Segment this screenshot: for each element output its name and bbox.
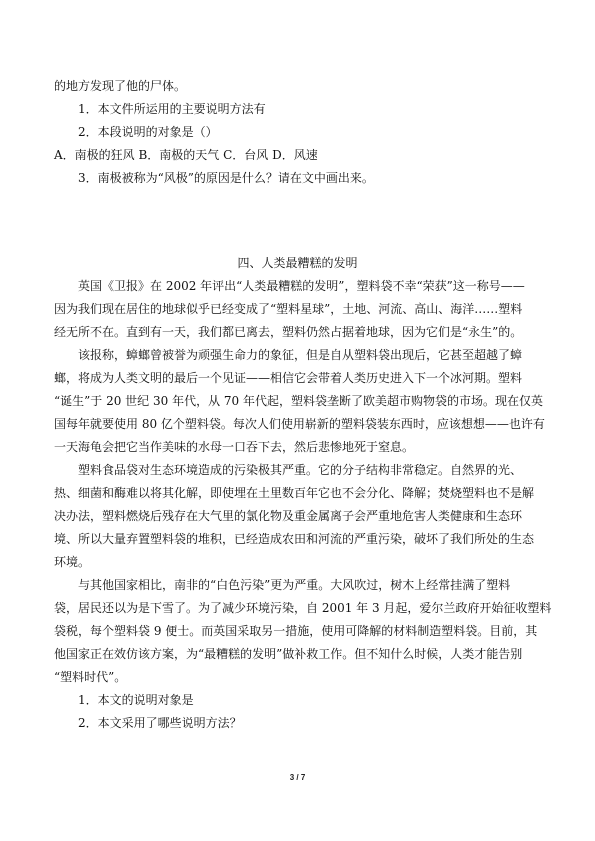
text-line: 境、所以大量弃置塑料袋的堆积，已经造成农田和河流的严重污染，破坏了我们所处的生态 [54,532,535,546]
page-number: 3 / 7 [289,773,306,782]
text-line: 螂，将成为人类文明的最后一个见证——相信它会带着人类历史进入下一个冰河期。塑料 [54,371,523,385]
question-2-options: A．南极的狂风 B．南极的天气 C．台风 D．风速 [54,148,318,162]
text-line: “诞生”于 20 世纪 30 年代，从 70 年代起，塑料袋垄断了欧美超市购物袋的市场。现在仅英 [54,394,543,408]
text-line: 环境。 [54,555,91,569]
question-2: 2．本段说明的对象是（） [78,125,218,139]
text-line: 的地方发现了他的尸体。 [54,79,187,93]
text-line: 热、细菌和酶难以将其化解，即使埋在土里数百年它也不会分化、降解；焚烧塑料也不是解 [54,486,535,500]
text-line: 决办法，塑料燃烧后残存在大气里的氯化物及重金属离子会严重地危害人类健康和生态环 [54,509,523,523]
section-title: 四、人类最糟糕的发明 [237,256,358,270]
text-line: 英国《卫报》在 2002 年评出“人类最糟糕的发明”，塑料袋不幸“荣获”这一称号—— [78,279,525,293]
text-line: 他国家正在效仿该方案，为“最糟糕的发明”做补救工作。但不知什么时候，人类才能告别 [54,647,523,661]
text-line: 经无所不在。直到有一天，我们都已离去，塑料仍然占据着地球，因为它们是“永生”的。 [54,325,523,339]
text-line: 国每年就要使用 80 亿个塑料袋。每次人们使用崭新的塑料袋装东西时，应该想想——也许有 [54,417,545,431]
text-line: “塑料时代”。 [54,670,127,684]
question-1: 1．本文件所运用的主要说明方法有 [78,102,266,116]
question-1: 1．本文的说明对象是 [78,693,194,707]
text-line: 塑料食品袋对生态环境造成的污染极其严重。它的分子结构非常稳定。自然界的光、 [78,463,523,477]
text-line: 袋，居民还以为是下雪了。为了减少环境污染，自 2001 年 3 月起，爱尔兰政府开始征收塑料 [54,601,552,615]
question-2: 2．本文采用了哪些说明方法？ [78,716,242,730]
text-line: 与其他国家相比，南非的“白色污染”更为严重。大风吹过，树木上经常挂满了塑料 [78,578,511,592]
question-3: 3．南极被称为“风极”的原因是什么？请在文中画出来。 [78,171,374,185]
text-line: 袋税，每个塑料袋 9 便士。而英国采取另一措施，使用可降解的材料制造塑料袋。目前，其 [54,624,538,638]
text-line: 一天海龟会把它当作美味的水母一口吞下去，然后悲惨地死于窒息。 [54,440,415,454]
text-line: 因为我们现在居住的地球似乎已经变成了“塑料星球”，土地、河流、高山、海洋……塑料 [54,302,523,316]
text-line: 该报称，蟑螂曾被誉为顽强生命力的象征，但是自从塑料袋出现后，它甚至超越了蟑 [78,348,523,362]
